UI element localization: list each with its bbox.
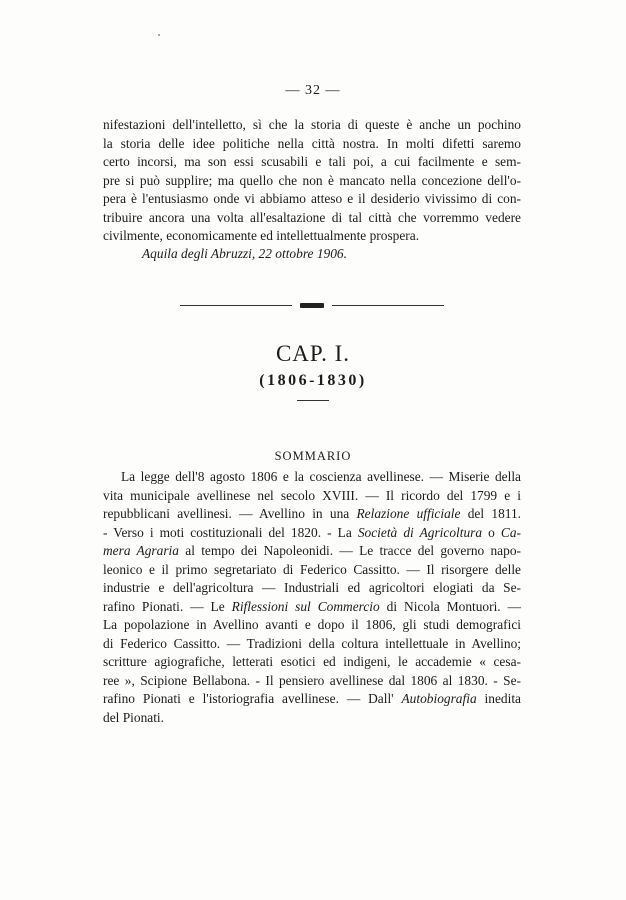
summary-line: leonico e il primo segretariato di Federico Cassitto. — Il risorgere delle	[103, 561, 521, 577]
chapter-title: CAP. I.	[275, 341, 351, 366]
divider-rule-right	[332, 305, 444, 306]
ornamental-divider	[180, 302, 444, 310]
summary-italic: Società di Agricoltura	[357, 524, 483, 540]
intro-paragraph	[103, 116, 521, 246]
summary-italic: Riflessioni sul Commercio	[231, 598, 380, 614]
summary-text: del 1811.	[460, 506, 522, 521]
summary-text: rafino Pionati. — Le	[103, 598, 232, 614]
intro-line: la storia delle idee politiche nella città nostra. In molti difetti saremo	[103, 135, 521, 151]
summary-paragraph	[103, 468, 521, 727]
divider-ornament	[300, 303, 324, 308]
chapter-years: (1806-1830)	[259, 372, 367, 389]
intro-line: pera è l'entusiasmo onde vi abbiamo atteso e il desiderio vivissimo di con-	[103, 191, 521, 206]
page-number: — 32 —	[285, 83, 341, 98]
summary-italic: mera Agraria	[103, 543, 179, 558]
summary-line	[103, 542, 521, 561]
summary-italic: Relazione ufficiale	[356, 506, 461, 521]
intro-line: certo incorsi, ma son essi scusabili e tali poi, a cui facilmente e sem-	[103, 154, 521, 169]
summary-line: scritture agiografiche, letterati esotici ed indigeni, le accademie « cesa-	[103, 654, 521, 669]
divider-rule-left	[180, 305, 292, 306]
summary-line: industrie e dell'agricoltura — Industriali ed agricoltori elogiati da Se-	[103, 580, 521, 595]
summary-line	[103, 524, 521, 543]
summary-text: di Nicola Montuori. —	[379, 598, 522, 614]
intro-line: civilmente, economicamente ed intellettualmente prospera.	[103, 228, 420, 243]
summary-line: ree », Scipione Bellabona. - Il pensiero avellinese dal 1806 al 1830. - Se-	[103, 672, 521, 688]
summary-line	[103, 690, 521, 709]
summary-italic: Autobiografia	[401, 691, 477, 706]
summary-line: La legge dell'8 agosto 1806 e la coscienza avellinese. — Miserie della	[121, 469, 521, 484]
intro-line: nifestazioni dell'intelletto, sì che la storia di queste è anche un pochino	[103, 117, 521, 132]
summary-italic: Ca-	[500, 524, 521, 540]
intro-line: pre si può supplire; ma quello che non è mancato nella concezione dell'o-	[103, 172, 521, 188]
summary-text: al tempo dei Napoleonidi. — Le tracce del governo napo-	[178, 543, 521, 558]
summary-line: La popolazione in Avellino avanti e dopo il 1806, gli studi demografici	[103, 617, 521, 632]
summary-line: del Pionati.	[103, 709, 164, 725]
summary-heading: SOMMARIO	[274, 449, 352, 463]
summary-text: - Verso i moti costituzionali del 1820. - La	[103, 524, 358, 540]
chapter-rule	[297, 400, 329, 401]
summary-line	[103, 505, 521, 524]
intro-line: tribuire ancora una volta all'esaltazione di tal città che vorremmo vedere	[103, 209, 521, 225]
ink-speck	[158, 34, 160, 36]
place-date-line: Aquila degli Abruzzi, 22 ottobre 1906.	[142, 246, 347, 261]
summary-line: di Federico Cassitto. — Tradizioni della coltura intellettuale in Avellino;	[103, 635, 521, 651]
summary-text: inedita	[476, 691, 521, 706]
summary-line: vita municipale avellinese nel secolo XVIII. — Il ricordo del 1799 e i	[103, 487, 521, 503]
summary-text: rafino Pionati e l'istoriografia avellinese. — Dall'	[103, 691, 402, 706]
summary-text: o	[482, 524, 501, 540]
summary-line	[103, 598, 521, 617]
summary-text: repubblicani avellinesi. — Avellino in una	[103, 506, 357, 521]
